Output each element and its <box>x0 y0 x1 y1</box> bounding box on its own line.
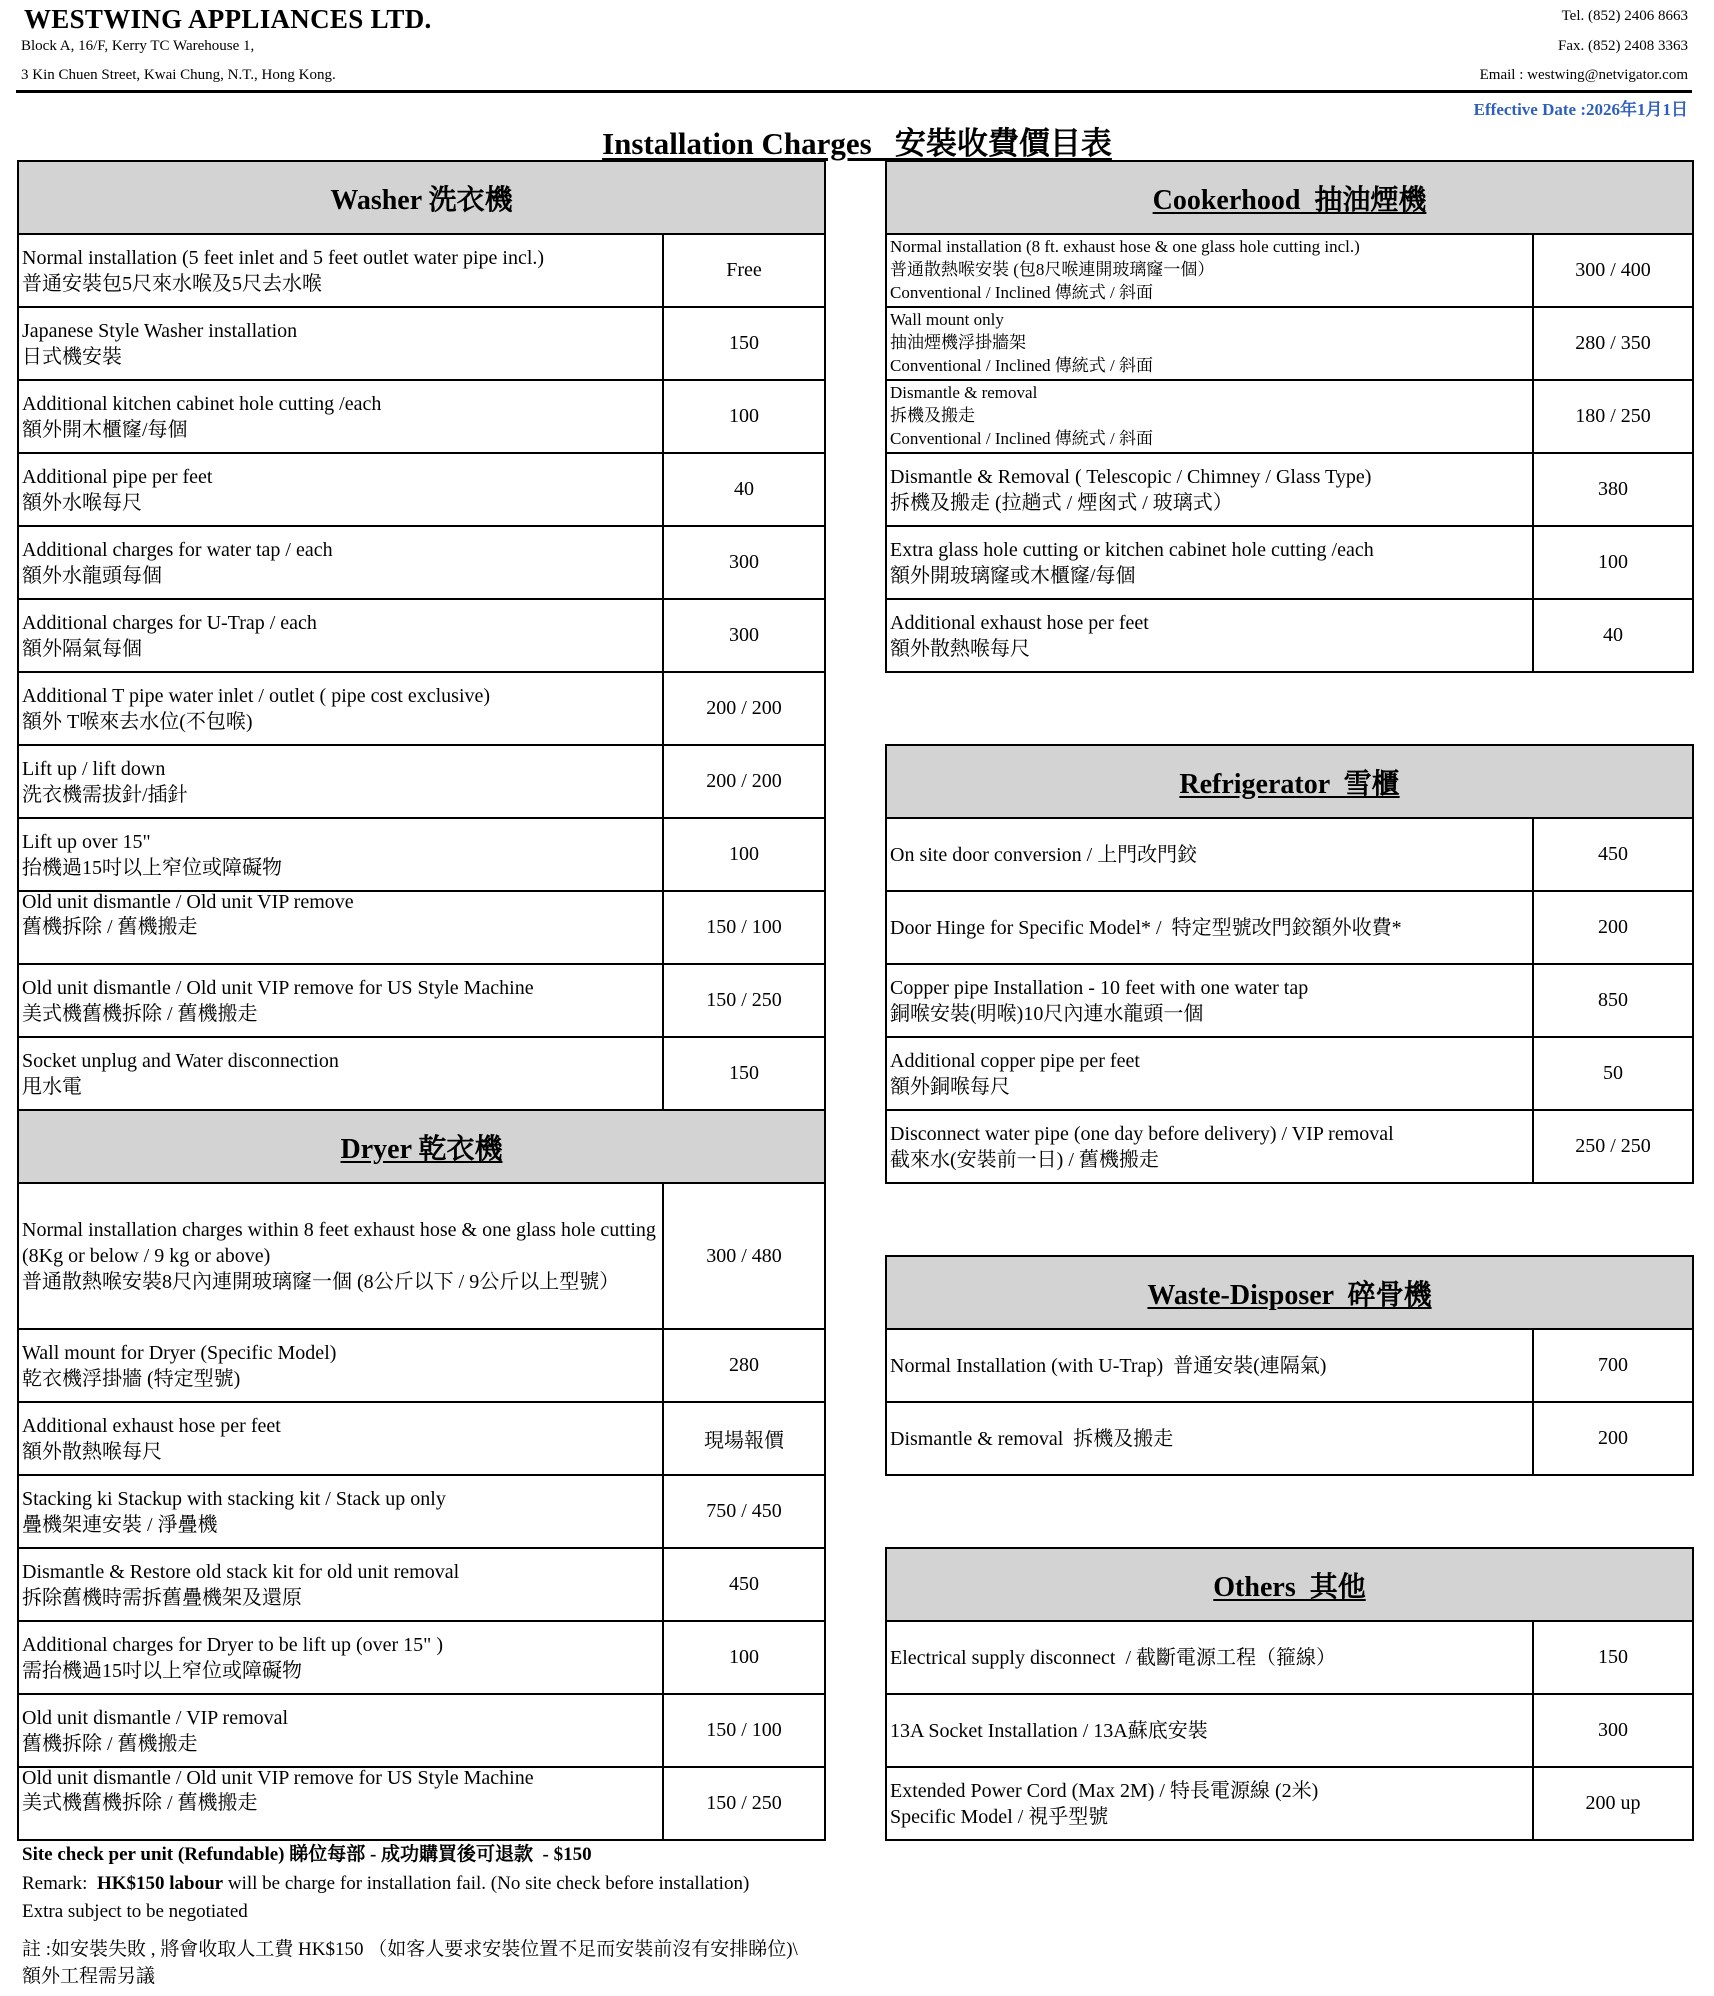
row-price: 450 <box>663 1548 825 1621</box>
row-description: Stacking ki Stackup with stacking kit / Stack up only 疊機架連安裝 / 淨疊機 <box>18 1475 663 1548</box>
row-description: Additional copper pipe per feet 額外銅喉每尺 <box>886 1037 1533 1110</box>
site-check-note: Site check per unit (Refundable) 睇位每部 - 成功購買後可退款 - $150 <box>22 1844 592 1865</box>
row-description: Normal Installation (with U-Trap) 普通安裝(連隔氣) <box>886 1329 1533 1402</box>
row-description: Additional T pipe water inlet / outlet ( pipe cost exclusive) 額外 T喉來去水位(不包喉) <box>18 672 663 745</box>
others-table <box>885 1547 1694 1841</box>
table-row <box>18 234 825 307</box>
table-row <box>18 818 825 891</box>
footer-notes <box>22 1841 749 1927</box>
effective-date: Effective Date :2026年1月1日 <box>1473 100 1688 119</box>
row-price: 300 <box>1533 1694 1693 1767</box>
row-description: Additional charges for U-Trap / each 額外隔氣每個 <box>18 599 663 672</box>
row-price: 150 <box>663 307 825 380</box>
row-description: Extended Power Cord (Max 2M) / 特長電源線 (2米) Specific Model / 視乎型號 <box>886 1767 1533 1840</box>
table-row <box>18 1037 825 1110</box>
table-row <box>886 1037 1693 1110</box>
table-row <box>18 307 825 380</box>
row-description: Old unit dismantle / Old unit VIP remove for US Style Machine 美式機舊機拆除 / 舊機搬走 <box>18 964 663 1037</box>
row-price: 200 <box>1533 891 1693 964</box>
table-row <box>886 818 1693 891</box>
row-price: 150 / 100 <box>663 1694 825 1767</box>
row-description: Dismantle & Removal ( Telescopic / Chimney / Glass Type) 拆機及搬走 (拉趟式 / 煙囪式 / 玻璃式） <box>886 453 1533 526</box>
dryer-section-title: Dryer 乾衣機 <box>18 1110 825 1183</box>
row-price: 現場報價 <box>663 1402 825 1475</box>
row-description: Wall mount only 抽油煙機浮掛牆架 Conventional / Inclined 傳統式 / 斜面 <box>886 307 1533 380</box>
row-price: 280 / 350 <box>1533 307 1693 380</box>
table-row <box>886 1110 1693 1183</box>
row-description: Old unit dismantle / Old unit VIP remove 舊機拆除 / 舊機搬走 <box>18 891 663 964</box>
row-price: 50 <box>1533 1037 1693 1110</box>
row-description: Lift up / lift down 洗衣機需拔針/插針 <box>18 745 663 818</box>
row-price: 150 <box>1533 1621 1693 1694</box>
refrigerator-section-title: Refrigerator 雪櫃 <box>886 745 1693 818</box>
washer-section-title: Washer 洗衣機 <box>18 161 825 234</box>
row-price: Free <box>663 234 825 307</box>
row-price: 150 / 250 <box>663 1767 825 1840</box>
table-row <box>886 234 1693 307</box>
table-row <box>18 526 825 599</box>
others-section-title: Others 其他 <box>886 1548 1693 1621</box>
row-price: 700 <box>1533 1329 1693 1402</box>
row-description: Dismantle & removal 拆機及搬走 <box>886 1402 1533 1475</box>
table-row <box>886 1402 1693 1475</box>
table-row <box>886 1767 1693 1840</box>
table-row <box>18 672 825 745</box>
row-price: 100 <box>663 1621 825 1694</box>
row-description: Copper pipe Installation - 10 feet with one water tap 銅喉安裝(明喉)10尺內連水龍頭一個 <box>886 964 1533 1037</box>
row-description: Electrical supply disconnect / 截斷電源工程（箍線） <box>886 1621 1533 1694</box>
row-price: 150 / 100 <box>663 891 825 964</box>
row-price: 300 / 400 <box>1533 234 1693 307</box>
row-description: Japanese Style Washer installation 日式機安裝 <box>18 307 663 380</box>
table-row <box>886 453 1693 526</box>
row-price: 300 / 480 <box>663 1183 825 1329</box>
row-description: Normal installation charges within 8 feet exhaust hose & one glass hole cutting (8Kg or below / 9 kg or above) 普通散熱喉安裝8尺內連開玻璃窿一個 (8公斤以下 / 9公斤以上型號） <box>18 1183 663 1329</box>
page-title <box>0 118 1714 163</box>
table-row <box>18 380 825 453</box>
row-price: 380 <box>1533 453 1693 526</box>
refrigerator-table <box>885 744 1694 1184</box>
table-row <box>886 964 1693 1037</box>
table-row <box>18 745 825 818</box>
table-row <box>18 1402 825 1475</box>
row-price: 850 <box>1533 964 1693 1037</box>
row-price: 150 <box>663 1037 825 1110</box>
row-price: 200 / 200 <box>663 745 825 818</box>
row-price: 100 <box>663 380 825 453</box>
cookerhood-section-title: Cookerhood 抽油煙機 <box>886 161 1693 234</box>
company-address-line1: Block A, 16/F, Kerry TC Warehouse 1, <box>21 38 255 54</box>
row-description: Additional charges for water tap / each 額外水龍頭每個 <box>18 526 663 599</box>
row-description: On site door conversion / 上門改門鉸 <box>886 818 1533 891</box>
table-row <box>18 599 825 672</box>
row-price: 280 <box>663 1329 825 1402</box>
table-row <box>18 453 825 526</box>
row-description: Extra glass hole cutting or kitchen cabinet hole cutting /each 額外開玻璃窿或木櫃窿/每個 <box>886 526 1533 599</box>
table-row <box>886 1329 1693 1402</box>
company-tel: Tel. (852) 2406 8663 <box>1561 8 1688 24</box>
company-email[interactable]: Email : westwing@netvigator.com <box>1479 67 1688 83</box>
company-address-line2: 3 Kin Chuen Street, Kwai Chung, N.T., Hong Kong. <box>21 67 336 83</box>
row-description: Additional exhaust hose per feet 額外散熱喉每尺 <box>18 1402 663 1475</box>
table-row <box>886 1694 1693 1767</box>
remark-line: Remark: HK$150 labour will be charge for installation fail. (No site check before installation) <box>22 1872 750 1894</box>
waste-disposer-table <box>885 1255 1694 1476</box>
row-price: 300 <box>663 526 825 599</box>
row-price: 40 <box>663 453 825 526</box>
row-price: 750 / 450 <box>663 1475 825 1548</box>
table-row <box>18 1475 825 1548</box>
row-description: Additional pipe per feet 額外水喉每尺 <box>18 453 663 526</box>
row-description: Door Hinge for Specific Model* / 特定型號改門鉸額外收費* <box>886 891 1533 964</box>
table-row <box>18 1548 825 1621</box>
row-description: Dismantle & removal 拆機及搬走 Conventional / Inclined 傳統式 / 斜面 <box>886 380 1533 453</box>
table-row <box>886 1621 1693 1694</box>
row-description: Additional kitchen cabinet hole cutting /each 額外開木櫃窿/每個 <box>18 380 663 453</box>
row-price: 250 / 250 <box>1533 1110 1693 1183</box>
row-description: Additional exhaust hose per feet 額外散熱喉每尺 <box>886 599 1533 672</box>
table-row <box>18 964 825 1037</box>
washer-dryer-table <box>17 160 826 1841</box>
table-row <box>18 1767 825 1840</box>
row-price: 450 <box>1533 818 1693 891</box>
cookerhood-header-row <box>886 161 1693 234</box>
row-price: 200 up <box>1533 1767 1693 1840</box>
row-description: Old unit dismantle / Old unit VIP remove for US Style Machine 美式機舊機拆除 / 舊機搬走 <box>18 1767 663 1840</box>
row-price: 40 <box>1533 599 1693 672</box>
header-divider <box>16 90 1692 93</box>
row-price: 100 <box>663 818 825 891</box>
waste-disposer-section-title: Waste-Disposer 碎骨機 <box>886 1256 1693 1329</box>
row-price: 150 / 250 <box>663 964 825 1037</box>
page-title-text: Installation Charges 安裝收費價目表 <box>602 126 1112 161</box>
table-row <box>18 1329 825 1402</box>
row-description: Wall mount for Dryer (Specific Model) 乾衣機浮掛牆 (特定型號) <box>18 1329 663 1402</box>
row-description: Old unit dismantle / VIP removal 舊機拆除 / 舊機搬走 <box>18 1694 663 1767</box>
company-name: WESTWING APPLIANCES LTD. <box>24 4 432 34</box>
table-row <box>886 380 1693 453</box>
table-row <box>886 526 1693 599</box>
table-row <box>886 307 1693 380</box>
row-price: 100 <box>1533 526 1693 599</box>
others-header-row <box>886 1548 1693 1621</box>
row-description: 13A Socket Installation / 13A蘇底安裝 <box>886 1694 1533 1767</box>
waste-disposer-header-row <box>886 1256 1693 1329</box>
table-row <box>18 891 825 964</box>
table-row <box>886 599 1693 672</box>
row-description: Lift up over 15" 抬機過15吋以上窄位或障礙物 <box>18 818 663 891</box>
row-description: Dismantle & Restore old stack kit for old unit removal 拆除舊機時需拆舊疊機架及還原 <box>18 1548 663 1621</box>
row-price: 180 / 250 <box>1533 380 1693 453</box>
row-description: Socket unplug and Water disconnection 甩水電 <box>18 1037 663 1110</box>
row-price: 200 <box>1533 1402 1693 1475</box>
footer-chinese-note: 註 :如安裝失敗 , 將會收取人工費 HK$150 （如客人要求安裝位置不足而安裝前沒有安排睇位)\ 額外工程需另議 <box>22 1939 798 1987</box>
row-description: Disconnect water pipe (one day before delivery) / VIP removal 截來水(安裝前一日) / 舊機搬走 <box>886 1110 1533 1183</box>
row-description: Normal installation (5 feet inlet and 5 feet outlet water pipe incl.) 普通安裝包5尺來水喉及5尺去水喉 <box>18 234 663 307</box>
dryer-header-row <box>18 1110 825 1183</box>
table-row <box>18 1694 825 1767</box>
row-description: Normal installation (8 ft. exhaust hose & one glass hole cutting incl.) 普通散熱喉安裝 (包8尺喉連開玻璃窿一個） Conventional / Inclined 傳統式 / 斜面 <box>886 234 1533 307</box>
row-description: Additional charges for Dryer to be lift up (over 15" ) 需抬機過15吋以上窄位或障礙物 <box>18 1621 663 1694</box>
row-price: 200 / 200 <box>663 672 825 745</box>
cookerhood-table <box>885 160 1694 673</box>
table-row <box>18 1621 825 1694</box>
refrigerator-header-row <box>886 745 1693 818</box>
washer-header-row <box>18 161 825 234</box>
company-fax: Fax. (852) 2408 3363 <box>1558 38 1688 54</box>
table-row <box>18 1183 825 1329</box>
extra-note: Extra subject to be negotiated <box>22 1901 248 1922</box>
row-price: 300 <box>663 599 825 672</box>
table-row <box>886 891 1693 964</box>
